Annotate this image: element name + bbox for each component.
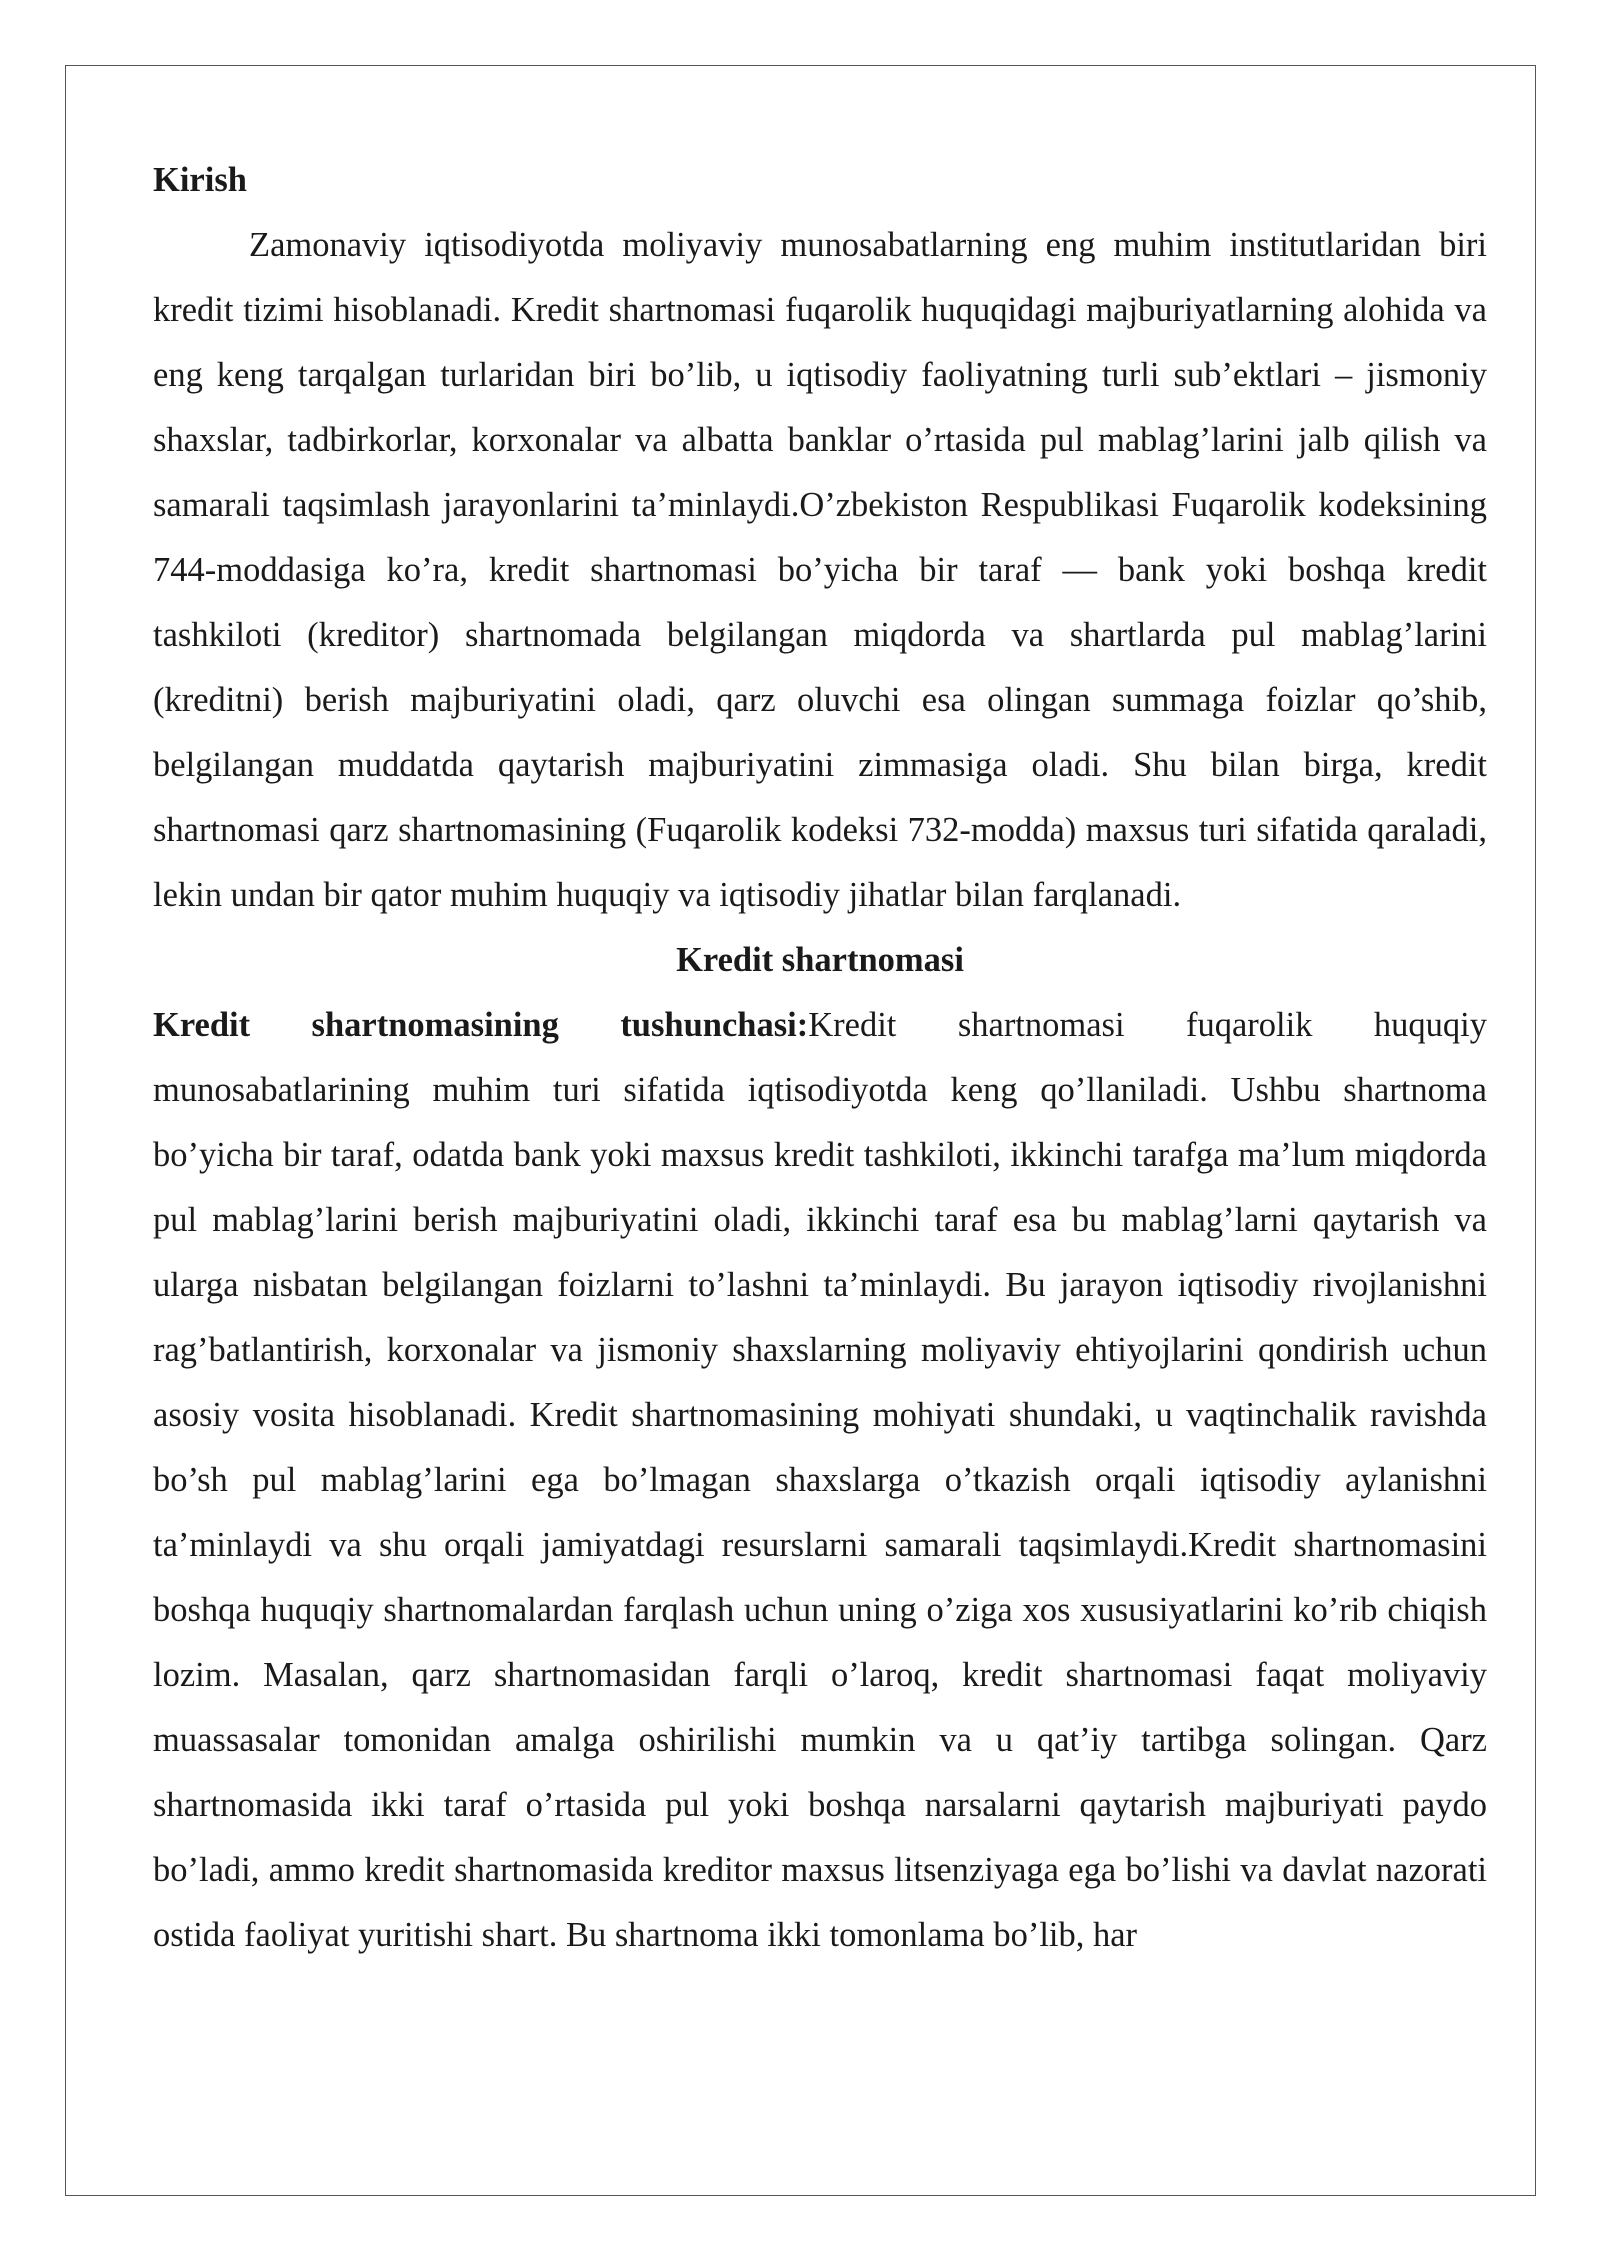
concept-paragraph: Kredit shartnomasi fuqarolik huquqiy munosabatlarining muhim turi sifatida iqtisodiyotda keng qo’llaniladi. Ushbu shartnoma bo’yicha bir taraf, odatda bank yoki maxsus kredit tashkiloti, ikkinchi tarafga ma’lum miqdorda pul mablag’larini berish majburiyatini oladi, ikkinchi taraf esa bu mablag’larni qaytarish va ularga nisbatan belgilangan foizlarni to’lashni ta’minlaydi. Bu jarayon iqtisodiy rivojlanishni rag’batlantirish, korxonalar va jismoniy shaxslarning moliyaviy ehtiyojlarini qondirish uchun asosiy vosita hisoblanadi. Kredit shartnomasining mohiyati shundaki, u vaqtinchalik ravishda bo’sh pul mablag’larini ega bo’lmagan shaxslarga o’tkazish orqali iqtisodiy aylanishni ta’minlaydi va shu orqali jamiyatdagi resurslarni samarali taqsimlaydi.Kredit shartnomasini boshqa huquqiy shartnomalardan farqlash uchun uning o’ziga xos xususiyatlarini ko’rib chiqish lozim. Masalan, qarz shartnomasidan farqli o’laroq, kredit shartnomasi faqat moliyaviy muassasalar tomonidan amalga oshirilishi mumkin va u qat’iy tartibga solingan. Qarz shartnomasida ikki taraf o’rtasida pul yoki boshqa narsalarni qaytarish majburiyati paydo bo’ladi, ammo kredit shartnomasida kreditor maxsus litsenziyaga ega bo’lishi va davlat nazorati ostida faoliyat yuritishi shart. Bu shartnoma ikki tomonlama bo’lib, har — [153, 1006, 1487, 1954]
document-body — [153, 148, 1487, 1968]
concept-paragraph-block — [153, 993, 1487, 1968]
intro-paragraph: Zamonaviy iqtisodiyotda moliyaviy munosabatlarning eng muhim institutlaridan biri kredit tizimi hisoblanadi. Kredit shartnomasi fuqarolik huquqidagi majburiyatlarning alohida va eng keng tarqalgan turlaridan biri bo’lib, u iqtisodiy faoliyatning turli sub’ektlari – jismoniy shaxslar, tadbirkorlar, korxonalar va albatta banklar o’rtasida pul mablag’larini jalb qilish va samarali taqsimlash jarayonlarini ta’minlaydi.O’zbekiston Respublikasi Fuqarolik kodeksining 744-moddasiga ko’ra, kredit shartnomasi bo’yicha bir taraf — bank yoki boshqa kredit tashkiloti (kreditor) shartnomada belgilangan miqdorda va shartlarda pul mablag’larini (kreditni) berish majburiyatini oladi, qarz oluvchi esa olingan summaga foizlar qo’shib, belgilangan muddatda qaytarish majburiyatini zimmasiga oladi. Shu bilan birga, kredit shartnomasi qarz shartnomasining (Fuqarolik kodeksi 732-modda) maxsus turi sifatida qaraladi, lekin undan bir qator muhim huquqiy va iqtisodiy jihatlar bilan farqlanadi. — [153, 226, 1487, 914]
intro-heading: Kirish — [153, 161, 247, 199]
concept-lead: Kredit shartnomasining tushunchasi: — [153, 1006, 809, 1044]
section-heading: Kredit shartnomasi — [676, 941, 964, 979]
